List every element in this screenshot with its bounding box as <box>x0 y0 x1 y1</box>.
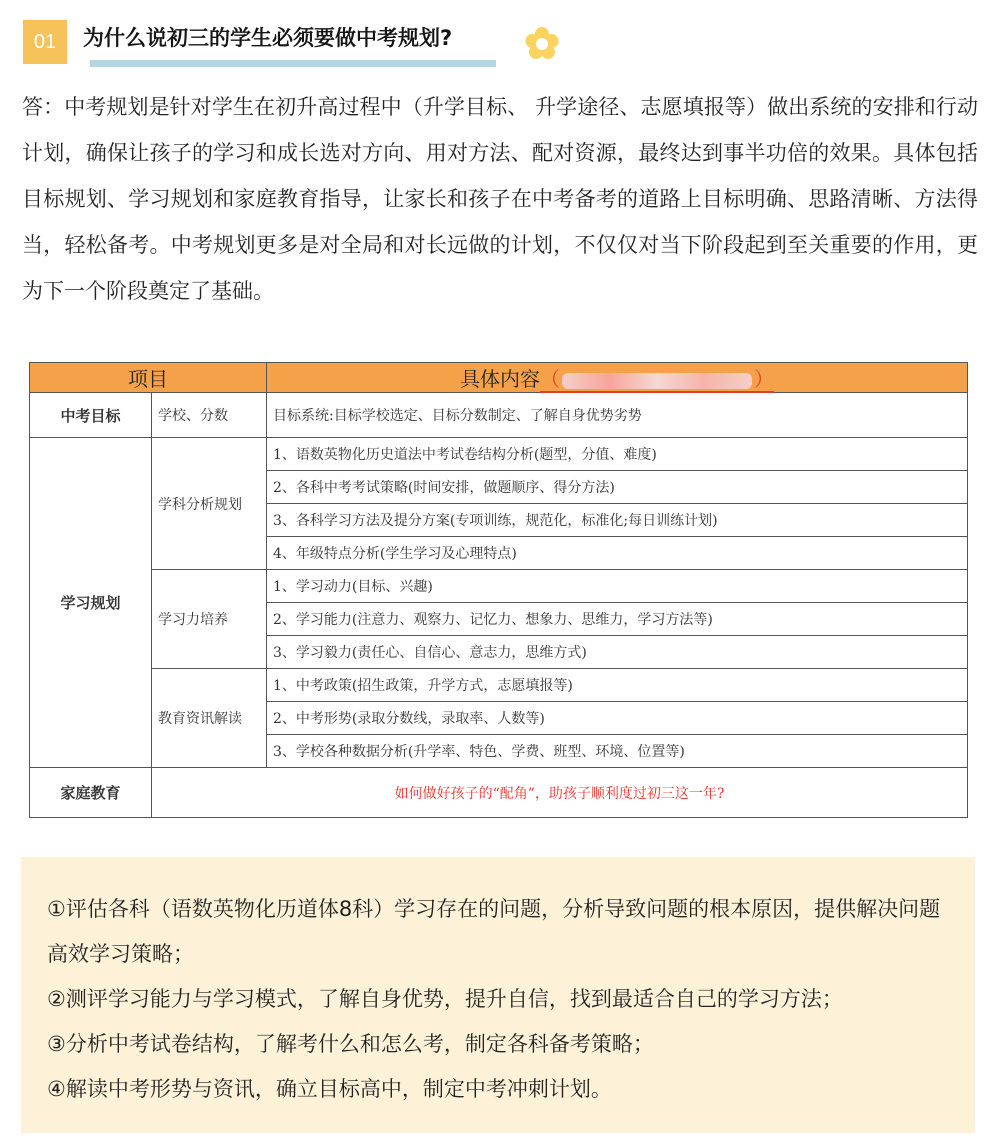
content-item: 1、学习动力(目标、兴趣) <box>267 570 968 603</box>
sub-ability: 学习力培养 <box>152 570 267 669</box>
content-goal: 目标系统:目标学校选定、目标分数制定、了解自身优势劣势 <box>267 393 968 438</box>
sub-info: 教育资讯解读 <box>152 669 267 768</box>
list-item: ④解读中考形势与资讯，确立目标高中，制定中考冲刺计划。 <box>47 1077 612 1101</box>
list-item: ③分析中考试卷结构，了解考什么和怎么考，制定各科备考策略； <box>47 1032 654 1056</box>
content-item: 3、各科学习方法及提分方案(专项训练，规范化，标准化;每日训练计划) <box>267 504 968 537</box>
category-family: 家庭教育 <box>30 768 152 818</box>
table-row <box>30 393 968 438</box>
header-content-label: 具体内容 <box>460 367 540 391</box>
key-points-box <box>21 857 975 1133</box>
list-item: ①评估各科（语数英物化历道体8科）学习存在的问题，分析导致问题的根本原因，提供解决问题高效学习策略； <box>47 897 941 966</box>
content-family: 如何做好孩子的“配角”，助孩子顺利度过初三这一年? <box>152 768 968 818</box>
content-item: 2、学习能力(注意力、观察力、记忆力、想象力、思维力，学习方法等) <box>267 603 968 636</box>
content-item: 1、语数英物化历史道法中考试卷结构分析(题型，分值、难度) <box>267 438 968 471</box>
content-item: 1、中考政策(招生政策，升学方式，志愿填报等) <box>267 669 968 702</box>
header-content <box>267 363 968 393</box>
content-item: 2、各科中考考试策略(时间安排，做题顺序、得分方法) <box>267 471 968 504</box>
section-number-badge: 01 <box>23 20 67 64</box>
table-row <box>30 768 968 818</box>
section-title: 为什么说初三的学生必须要做中考规划? <box>83 26 453 50</box>
title-underline <box>90 60 496 67</box>
list-item: ②测评学习能力与学习模式，了解自身优势，提升自信，找到最适合自己的学习方法； <box>47 987 843 1011</box>
header-item: 项目 <box>30 363 267 393</box>
paren-open: （ <box>540 367 560 391</box>
answer-paragraph: 答：中考规划是针对学生在初升高过程中（升学目标、 升学途径、志愿填报等）做出系统的安排和行动计划，确保让孩子的学习和成长选对方向、用对方法、配对资源，最终达到事半功倍的效果。具体包括目标规划、学习规划和家庭教育指导，让家长和孩子在中考备考的道路上目标明确、思路清晰、方法得当，轻松备考。中考规划更多是对全局和对长远做的计划，不仅仅对当下阶段起到至关重要的作用，更为下一个阶段奠定了基础。 <box>22 95 978 303</box>
sub-goal: 学校、分数 <box>152 393 267 438</box>
sub-subject-analysis: 学科分析规划 <box>152 438 267 570</box>
content-item: 2、中考形势(录取分数线，录取率、人数等) <box>267 702 968 735</box>
key-points-list <box>47 887 952 1112</box>
table-header-row <box>30 363 968 393</box>
content-item: 3、学习毅力(责任心、自信心、意志力，思维方式) <box>267 636 968 669</box>
table-row <box>30 438 968 471</box>
category-goal: 中考目标 <box>30 393 152 438</box>
table-row <box>30 669 968 702</box>
category-study: 学习规划 <box>30 438 152 768</box>
planning-table <box>29 362 968 818</box>
table-row <box>30 570 968 603</box>
paren-close: ） <box>754 367 774 391</box>
blurred-text <box>562 373 752 389</box>
redacted-note <box>540 367 774 393</box>
content-item: 4、年级特点分析(学生学习及心理特点) <box>267 537 968 570</box>
flower-icon <box>524 26 560 62</box>
content-item: 3、学校各种数据分析(升学率、特色、学费、班型、环境、位置等) <box>267 735 968 768</box>
